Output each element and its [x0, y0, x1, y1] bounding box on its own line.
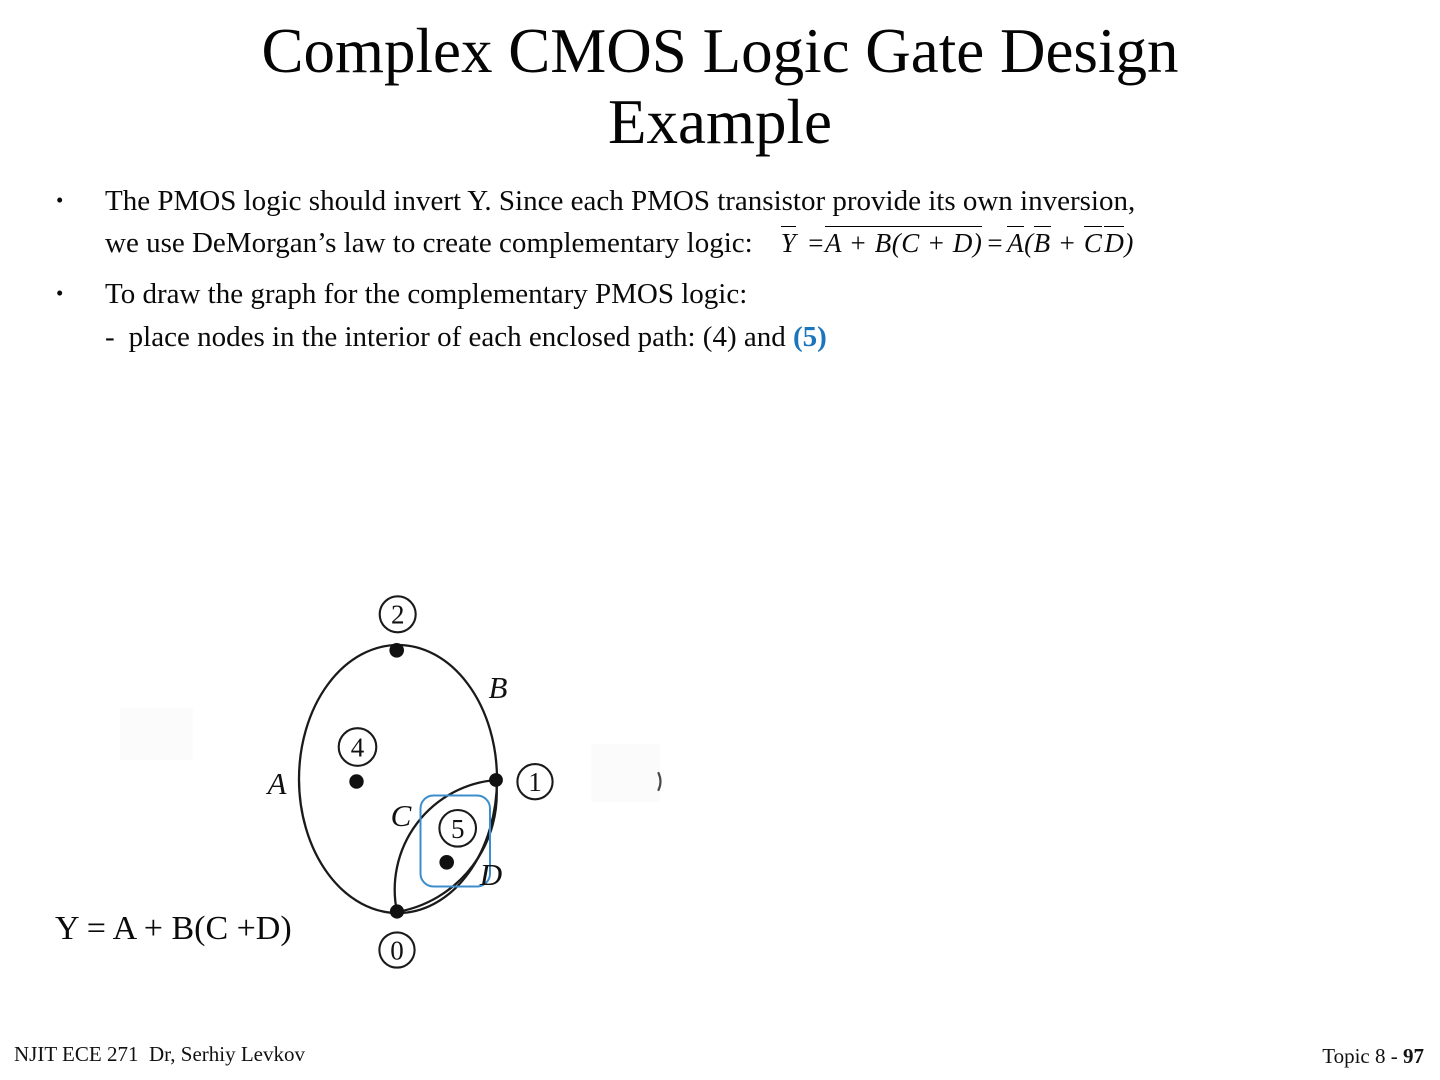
formula-y-bar: Y — [780, 228, 797, 258]
node-label-5: 5 — [450, 813, 465, 844]
formula-plus: + — [1050, 228, 1084, 258]
formula-d-bar: D — [1104, 228, 1125, 258]
vertex-dot-bottom — [390, 904, 404, 918]
formula-c-bar: C — [1083, 228, 1103, 258]
edge-label-c: C — [390, 798, 412, 833]
bullet-2-text — [105, 273, 1408, 315]
bullet-2 — [48, 273, 1408, 315]
bullet-1-line2 — [105, 222, 1408, 264]
bullet-1-text — [105, 180, 1408, 264]
slide-body — [48, 180, 1408, 358]
vertex-dot-region-4 — [349, 774, 363, 788]
demorgan-formula — [781, 228, 1134, 258]
formula-b-bar: B — [1033, 228, 1051, 258]
formula-equals-2: = — [987, 228, 1004, 258]
footer-page-number: 97 — [1403, 1044, 1424, 1068]
vertex-dot-region-5 — [439, 855, 454, 870]
formula-close-paren: ) — [1124, 228, 1134, 258]
footer-topic-prefix: Topic 8 - — [1322, 1044, 1403, 1068]
bullet-1-line2-text: we use DeMorgan’s law to create complementary logic: — [105, 227, 753, 259]
pmos-equation-label: Y = A + B(C +D) — [55, 910, 292, 947]
edge-d-arc — [397, 780, 497, 912]
slide-title-line2: Example — [608, 86, 832, 157]
formula-open-paren: ( — [1024, 228, 1034, 258]
node-label-4: 4 — [350, 732, 365, 763]
node-label-0: 0 — [390, 935, 404, 966]
node-label-1: 1 — [528, 767, 542, 797]
bullet-icon: • — [56, 188, 64, 212]
footer-page-info — [1322, 1044, 1424, 1069]
faint-erased-box-left — [120, 708, 193, 760]
footer-course-info: NJIT ECE 271 Dr, Serhiy Levkov — [14, 1042, 305, 1066]
bullet-2-subline — [105, 316, 1408, 358]
edge-label-a: A — [267, 766, 287, 801]
formula-a-bar: A — [1007, 228, 1025, 258]
node-label-2: 2 — [390, 599, 405, 630]
vertex-dot-top — [389, 643, 404, 658]
vertex-dot-right — [489, 773, 503, 787]
slide-title — [0, 16, 1440, 157]
formula-equals-1: = — [808, 228, 824, 258]
subline-text: place nodes in the interior of each enclosed path: (4) and — [128, 321, 786, 353]
subline-dash: - — [105, 321, 115, 353]
subline-highlight-5: (5) — [793, 321, 827, 353]
edge-label-b: B — [488, 670, 508, 705]
edge-label-d: D — [479, 857, 503, 892]
bullet-1-line1: The PMOS logic should invert Y. Since each PMOS transistor provide its own inversion, — [105, 185, 1136, 217]
bullet-2-line1: To draw the graph for the complementary PMOS logic: — [105, 278, 748, 310]
bullet-icon: • — [56, 281, 64, 305]
bullet-1 — [48, 180, 1408, 264]
formula-group-bar: A + B(C + D) — [824, 228, 983, 258]
faint-erased-box-right — [591, 744, 660, 802]
slide-title-line1: Complex CMOS Logic Gate Design — [261, 16, 1179, 86]
